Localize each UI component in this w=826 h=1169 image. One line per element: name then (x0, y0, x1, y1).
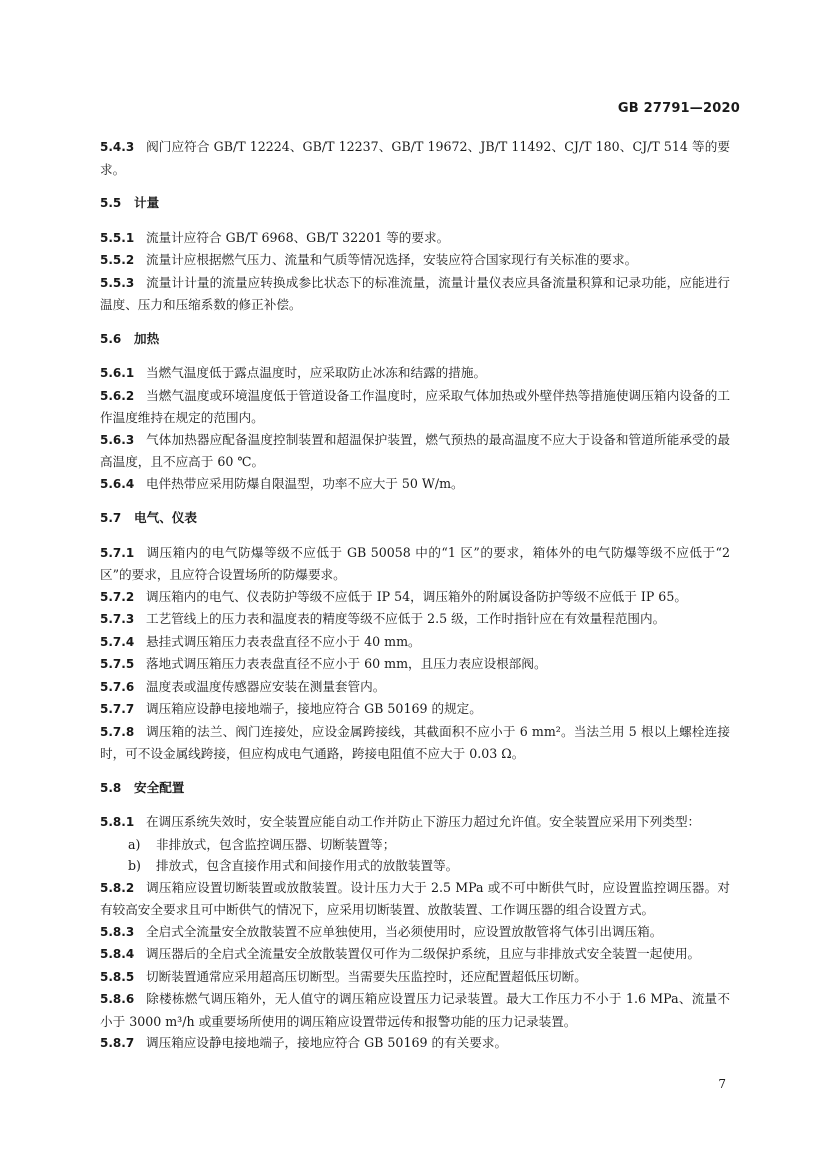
clause-number: 5.8.5 (100, 969, 135, 984)
clause-text: 调压箱应设静电接地端子，接地应符合 GB 50169 的规定。 (146, 701, 482, 716)
page-number: 7 (718, 1077, 726, 1091)
clause-number: 5.6.3 (100, 432, 135, 447)
clause-5-5-3 (100, 272, 730, 316)
clause-number: 5.7.1 (100, 545, 135, 560)
list-text: 非排放式，包含监控调压器、切断装置等； (156, 836, 396, 852)
clause-text: 当燃气温度低于露点温度时，应采取防止冰冻和结露的措施。 (146, 365, 487, 380)
clause-text: 调压箱应设置切断装置或放散装置。设计压力大于 2.5 MPa 或不可中断供气时，应设置监控调压器。对有较高安全要求且可中断供气的情况下，应采用切断装置、放散装置、工作调压器的组合设置方式。 (100, 879, 730, 917)
clause-text: 当燃气温度或环境温度低于管道设备工作温度时，应采取气体加热或外壁伴热等措施使调压箱内设备的工作温度维持在规定的范围内。 (100, 387, 730, 425)
section-number: 5.6 (100, 331, 122, 346)
list-item-a (100, 834, 730, 856)
clause-number: 5.4.3 (100, 140, 135, 154)
clause-5-8-1 (100, 811, 730, 834)
clause-text: 落地式调压箱压力表表盘直径不应小于 60 mm，且压力表应设根部阀。 (146, 656, 547, 671)
clause-number: 5.8.2 (100, 880, 135, 895)
section-5-5-heading (100, 192, 730, 215)
clause-text: 调压箱应设静电接地端子，接地应符合 GB 50169 的有关要求。 (146, 1035, 508, 1050)
section-5-6-heading (100, 328, 730, 351)
clause-text: 流量计计量的流量应转换成参比状态下的标准流量，流量计量仪表应具备流量积算和记录功能，应能进行温度、压力和压缩系数的修正补偿。 (100, 274, 730, 312)
clause-5-6-3 (100, 429, 730, 473)
clause-text: 悬挂式调压箱压力表表盘直径不应小于 40 mm。 (146, 633, 421, 649)
clause-number: 5.7.8 (100, 724, 135, 739)
clause-number: 5.7.4 (100, 634, 135, 649)
clause-5-6-2 (100, 385, 730, 429)
clause-5-6-4 (100, 473, 730, 496)
clause-number: 5.8.3 (100, 924, 135, 939)
clause-number: 5.5.3 (100, 275, 135, 290)
list-text: 排放式，包含直接作用式和间接作用式的放散装置等。 (156, 858, 459, 873)
clause-5-7-4 (100, 631, 730, 654)
clause-text: 调压箱内的电气防爆等级不应低于 GB 50058 中的“1 区”的要求，箱体外的电气防爆等级不应低于“2 区”的要求，且应符合设置场所的防爆要求。 (100, 544, 730, 582)
clause-number: 5.8.7 (100, 1036, 135, 1050)
clause-text: 调压箱的法兰、阀门连接处，应设金属跨接线，其截面积不应小于 6 mm²。当法兰用 5 根以上螺栓连接时，可不设金属线跨接，但应构成电气通路，跨接电阻值不应大于 0.03 Ω。 (100, 723, 730, 761)
clause-5-7-1 (100, 542, 730, 586)
clause-number: 5.6.2 (100, 388, 135, 403)
clause-5-8-7 (100, 1032, 730, 1055)
clause-text: 工艺管线上的压力表和温度表的精度等级不应低于 2.5 级，工作时指针应在有效量程范围内。 (146, 611, 666, 626)
clause-number: 5.5.1 (100, 230, 135, 245)
clause-5-6-1 (100, 362, 730, 385)
clause-number: 5.7.2 (100, 589, 135, 604)
clause-number: 5.8.6 (100, 992, 135, 1006)
section-number: 5.8 (100, 780, 122, 795)
clause-5-7-6 (100, 676, 730, 699)
clause-5-8-3 (100, 921, 730, 944)
clause-5-5-1 (100, 227, 730, 250)
clause-text: 气体加热器应配备温度控制装置和超温保护装置，燃气预热的最高温度不应大于设备和管道所能承受的最高温度，且不应高于 60 ℃。 (100, 431, 730, 469)
clause-number: 5.7.6 (100, 679, 135, 694)
clause-text: 流量计应符合 GB/T 6968、GB/T 32201 等的要求。 (146, 229, 450, 245)
clause-text: 流量计应根据燃气压力、流量和气质等情况选择，安装应符合国家现行有关标准的要求。 (146, 252, 638, 267)
clause-5-7-3 (100, 608, 730, 631)
clause-number: 5.6.1 (100, 366, 135, 380)
section-title: 电气、仪表 (134, 510, 197, 525)
clause-5-7-7 (100, 698, 730, 721)
clause-5-7-8 (100, 721, 730, 765)
clause-text: 除楼栋燃气调压箱外，无人值守的调压箱应设置压力记录装置。最大工作压力不小于 1.6 MPa、流量不小于 3000 m³/h 或重要场所使用的调压箱应设置带远传和报警功能的压力记录装置。 (100, 991, 730, 1029)
section-title: 安全配置 (134, 779, 185, 795)
section-title: 计量 (134, 195, 160, 210)
clause-number: 5.7.5 (100, 657, 135, 671)
clause-text: 全启式全流量安全放散装置不应单独使用，当必须使用时，应设置放散管将气体引出调压箱。 (146, 923, 663, 939)
section-number: 5.5 (100, 196, 122, 210)
section-number: 5.7 (100, 511, 122, 525)
clause-5-8-6 (100, 988, 730, 1032)
clause-number: 5.8.4 (100, 947, 135, 961)
clause-5-8-4 (100, 943, 730, 966)
clause-text: 切断装置通常应采用超高压切断型。当需要失压监控时，还应配置超低压切断。 (146, 968, 587, 984)
clause-text: 在调压系统失效时，安全装置应能自动工作并防止下游压力超过允许值。安全装置应采用下列类型： (146, 814, 701, 829)
clause-5-7-5 (100, 653, 730, 676)
clause-number: 5.6.4 (100, 476, 135, 491)
document-body (100, 136, 730, 1055)
clause-5-8-2 (100, 877, 730, 921)
clause-text: 调压箱内的电气、仪表防护等级不应低于 IP 54，调压箱外的附属设备防护等级不应低于 IP 65。 (146, 588, 687, 604)
list-label: a) (128, 836, 141, 852)
clause-number: 5.7.7 (100, 702, 135, 716)
clause-text: 温度表或温度传感器应安装在测量套管内。 (146, 678, 386, 694)
standard-code: GB 27791—2020 (617, 101, 740, 116)
section-5-8-heading (100, 777, 730, 800)
clause-5-8-5 (100, 966, 730, 989)
list-label: b) (128, 858, 141, 873)
section-5-7-heading (100, 507, 730, 530)
clause-text: 阀门应符合 GB/T 12224、GB/T 12237、GB/T 19672、JB/T 11492、CJ/T 180、CJ/T 514 等的要求。 (100, 139, 730, 177)
clause-text: 电伴热带应采用防爆自限温型，功率不应大于 50 W/m。 (146, 475, 464, 491)
clause-number: 5.8.1 (100, 815, 135, 829)
clause-text: 调压器后的全启式全流量安全放散装置仅可作为二级保护系统，且应与非排放式安全装置一起使用。 (146, 946, 701, 961)
clause-5-7-2 (100, 586, 730, 609)
clause-5-4-3 (100, 136, 730, 180)
section-title: 加热 (134, 330, 160, 346)
clause-number: 5.5.2 (100, 253, 135, 267)
clause-number: 5.7.3 (100, 612, 135, 626)
list-item-b (100, 855, 730, 877)
clause-5-5-2 (100, 249, 730, 272)
